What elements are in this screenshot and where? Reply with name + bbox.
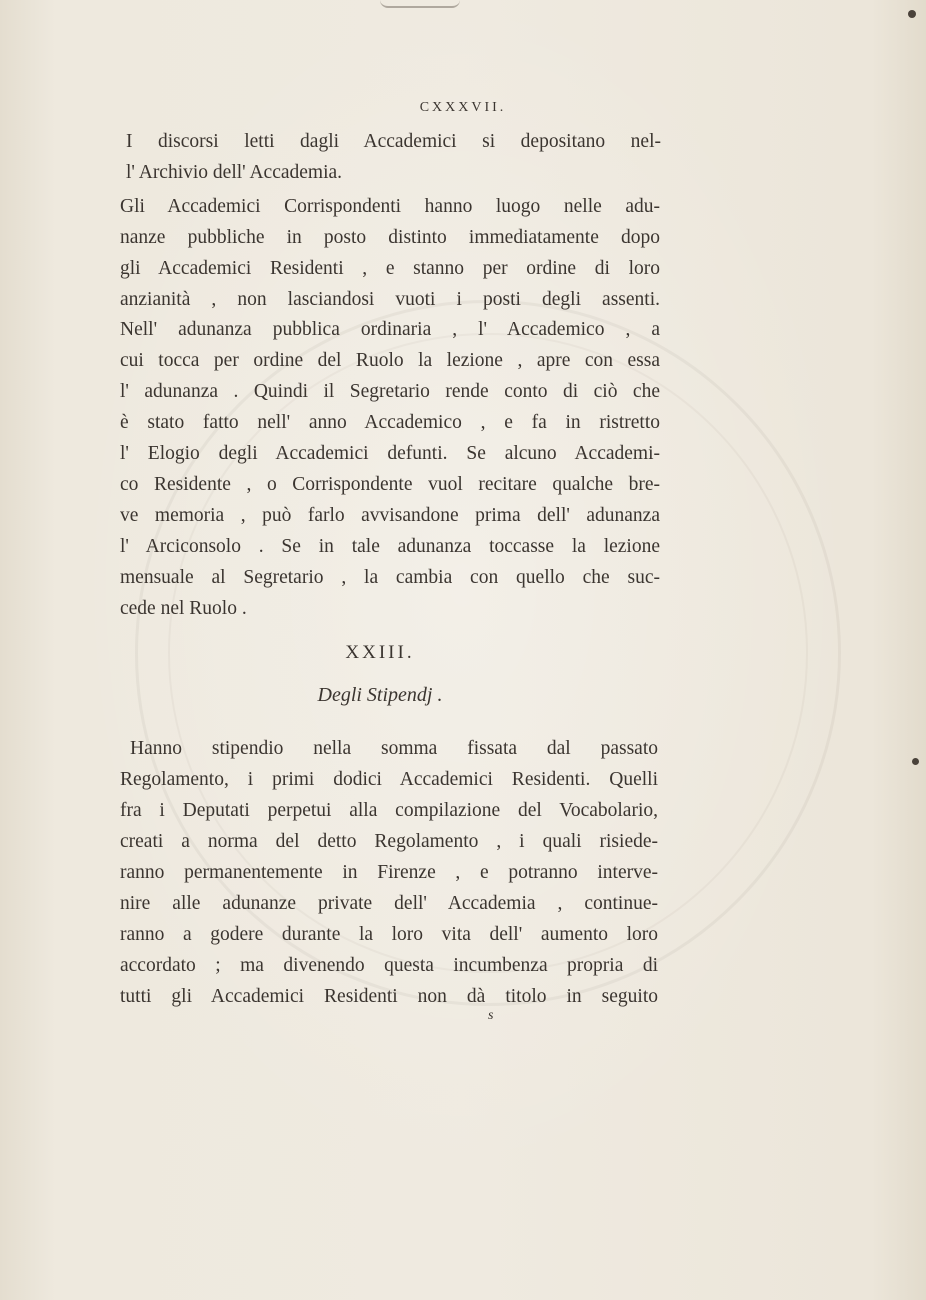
text-line: Hanno stipendio nella somma fissata dal passato: [130, 738, 658, 759]
section-number: XXIII.: [345, 642, 415, 663]
signature-mark: s: [488, 1008, 494, 1023]
text-line: l' Elogio degli Accademici defunti. Se alcuno Accademi-: [120, 443, 660, 464]
paragraph-adunanza: [120, 314, 660, 624]
section-title: Degli Stipendj .: [317, 684, 443, 706]
text-line: tutti gli Accademici Residenti non dà titolo in seguito: [120, 986, 658, 1007]
binding-hole-top: [908, 10, 916, 18]
paragraph-stipendi: [120, 733, 658, 1012]
text-line: creati a norma del detto Regolamento , i quali risiede-: [120, 831, 658, 852]
text-line: Gli Accademici Corrispondenti hanno luogo nelle adu-: [120, 196, 660, 217]
text-line: accordato ; ma divenendo questa incumbenza propria di: [120, 955, 658, 976]
text-line: l' Archivio dell' Accademia.: [126, 162, 343, 183]
page-number: CXXXVII.: [419, 100, 507, 115]
text-line: ranno a godere durante la loro vita dell' aumento loro: [120, 924, 658, 945]
text-line: cui tocca per ordine del Ruolo la lezione , apre con essa: [120, 350, 660, 371]
paragraph-discorsi: [126, 126, 661, 188]
text-line: ve memoria , può farlo avvisandone prima dell' adunanza: [120, 505, 660, 526]
paragraph-corrispondenti: [120, 191, 660, 315]
text-line: è stato fatto nell' anno Accademico , e fa in ristretto: [120, 412, 660, 433]
text-line: cede nel Ruolo .: [120, 598, 247, 619]
text-line: gli Accademici Residenti , e stanno per ordine di loro: [120, 258, 660, 279]
text-line: Nell' adunanza pubblica ordinaria , l' Accademico , a: [120, 319, 660, 340]
text-line: nanze pubbliche in posto distinto immediatamente dopo: [120, 227, 660, 248]
text-line: l' Arciconsolo . Se in tale adunanza toccasse la lezione: [120, 536, 660, 557]
text-line: co Residente , o Corrispondente vuol recitare qualche bre-: [120, 474, 660, 495]
text-line: anzianità , non lasciandosi vuoti i posti degli assenti.: [120, 289, 660, 310]
text-line: l' adunanza . Quindi il Segretario rende conto di ciò che: [120, 381, 660, 402]
text-line: nire alle adunanze private dell' Accademia , continue-: [120, 893, 658, 914]
text-line: ranno permanentemente in Firenze , e potranno interve-: [120, 862, 658, 883]
top-ornament: [380, 0, 460, 8]
text-line: mensuale al Segretario , la cambia con quello che suc-: [120, 567, 660, 588]
text-line: Regolamento, i primi dodici Accademici Residenti. Quelli: [120, 769, 658, 790]
text-line: I discorsi letti dagli Accademici si depositano nel-: [126, 131, 661, 152]
text-line: fra i Deputati perpetui alla compilazione del Vocabolario,: [120, 800, 658, 821]
binding-hole-middle: [912, 758, 919, 765]
